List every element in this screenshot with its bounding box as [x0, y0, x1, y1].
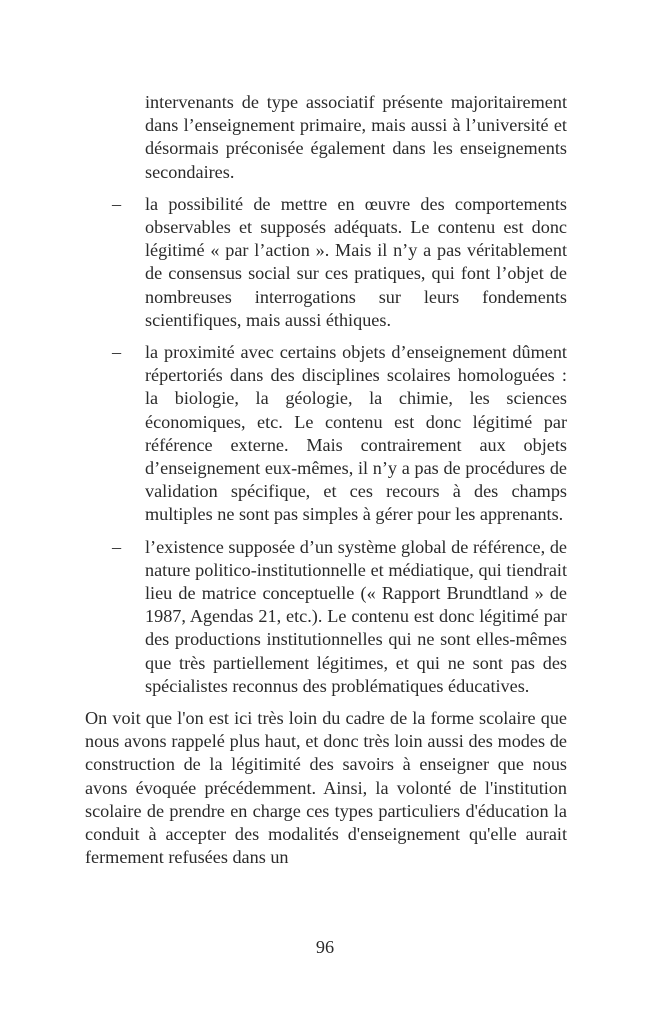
bullet-list — [85, 193, 567, 698]
body-text — [85, 91, 567, 870]
dash-marker: – — [112, 536, 122, 557]
list-item — [85, 341, 567, 527]
list-item-text: l’existence supposée d’un système global de référence, de nature politico-institutionnelle et médiatique, qui tiendrait lieu de matrice conceptuelle (« Rapport Brundtland » de 1987, Agendas 21, etc.). Le contenu est donc légitimé par des productions institutionnelles qui ne sont elles-mêmes que très partiellement légitimes, et qui ne sont pas des spécialistes reconnus des problématiques éducatives. — [145, 536, 567, 696]
body-paragraph: On voit que l'on est ici très loin du cadre de la forme scolaire que nous avons rappelé plus haut, et donc très loin aussi des modes de construction de la légitimité des savoirs à enseigner que nous avons évoquée précédemment. Ainsi, la volonté de l'institution scolaire de prendre en charge ces types particuliers d'éducation la conduit à accepter des modalités d'enseignement qu'elle aurait fermement refusées dans un — [85, 708, 567, 868]
dash-marker: – — [112, 193, 122, 214]
list-item-text: la proximité avec certains objets d’enseignement dûment répertoriés dans des disciplines scolaires homologuées : la biologie, la géologie, la chimie, les sciences économiques, etc. Le contenu est donc légitimé par référence externe. Mais contrairement aux objets d’enseignement eux-mêmes, il n’y a pas de procédures de validation spécifique, et ces recours à des champs multiples ne sont pas simples à gérer pour les apprenants. — [145, 342, 567, 525]
list-item-text: la possibilité de mettre en œuvre des comportements observables et supposés adéquats. Le contenu est donc légitimé « par l’action ». Mais il n’y a pas véritablement de consensus social sur ces pratiques, qui font l’objet de nombreuses interrogations sur leurs fondements scientifiques, mais aussi éthiques. — [145, 193, 567, 330]
page-number: 96 — [315, 937, 335, 957]
list-item — [85, 536, 567, 698]
list-item — [85, 193, 567, 332]
dash-marker: – — [112, 342, 122, 363]
continuation-paragraph: intervenants de type associatif présente majoritairement dans l’enseignement primaire, mais aussi à l’université et désormais préconisée également dans les enseignements secondaires. — [145, 92, 567, 182]
